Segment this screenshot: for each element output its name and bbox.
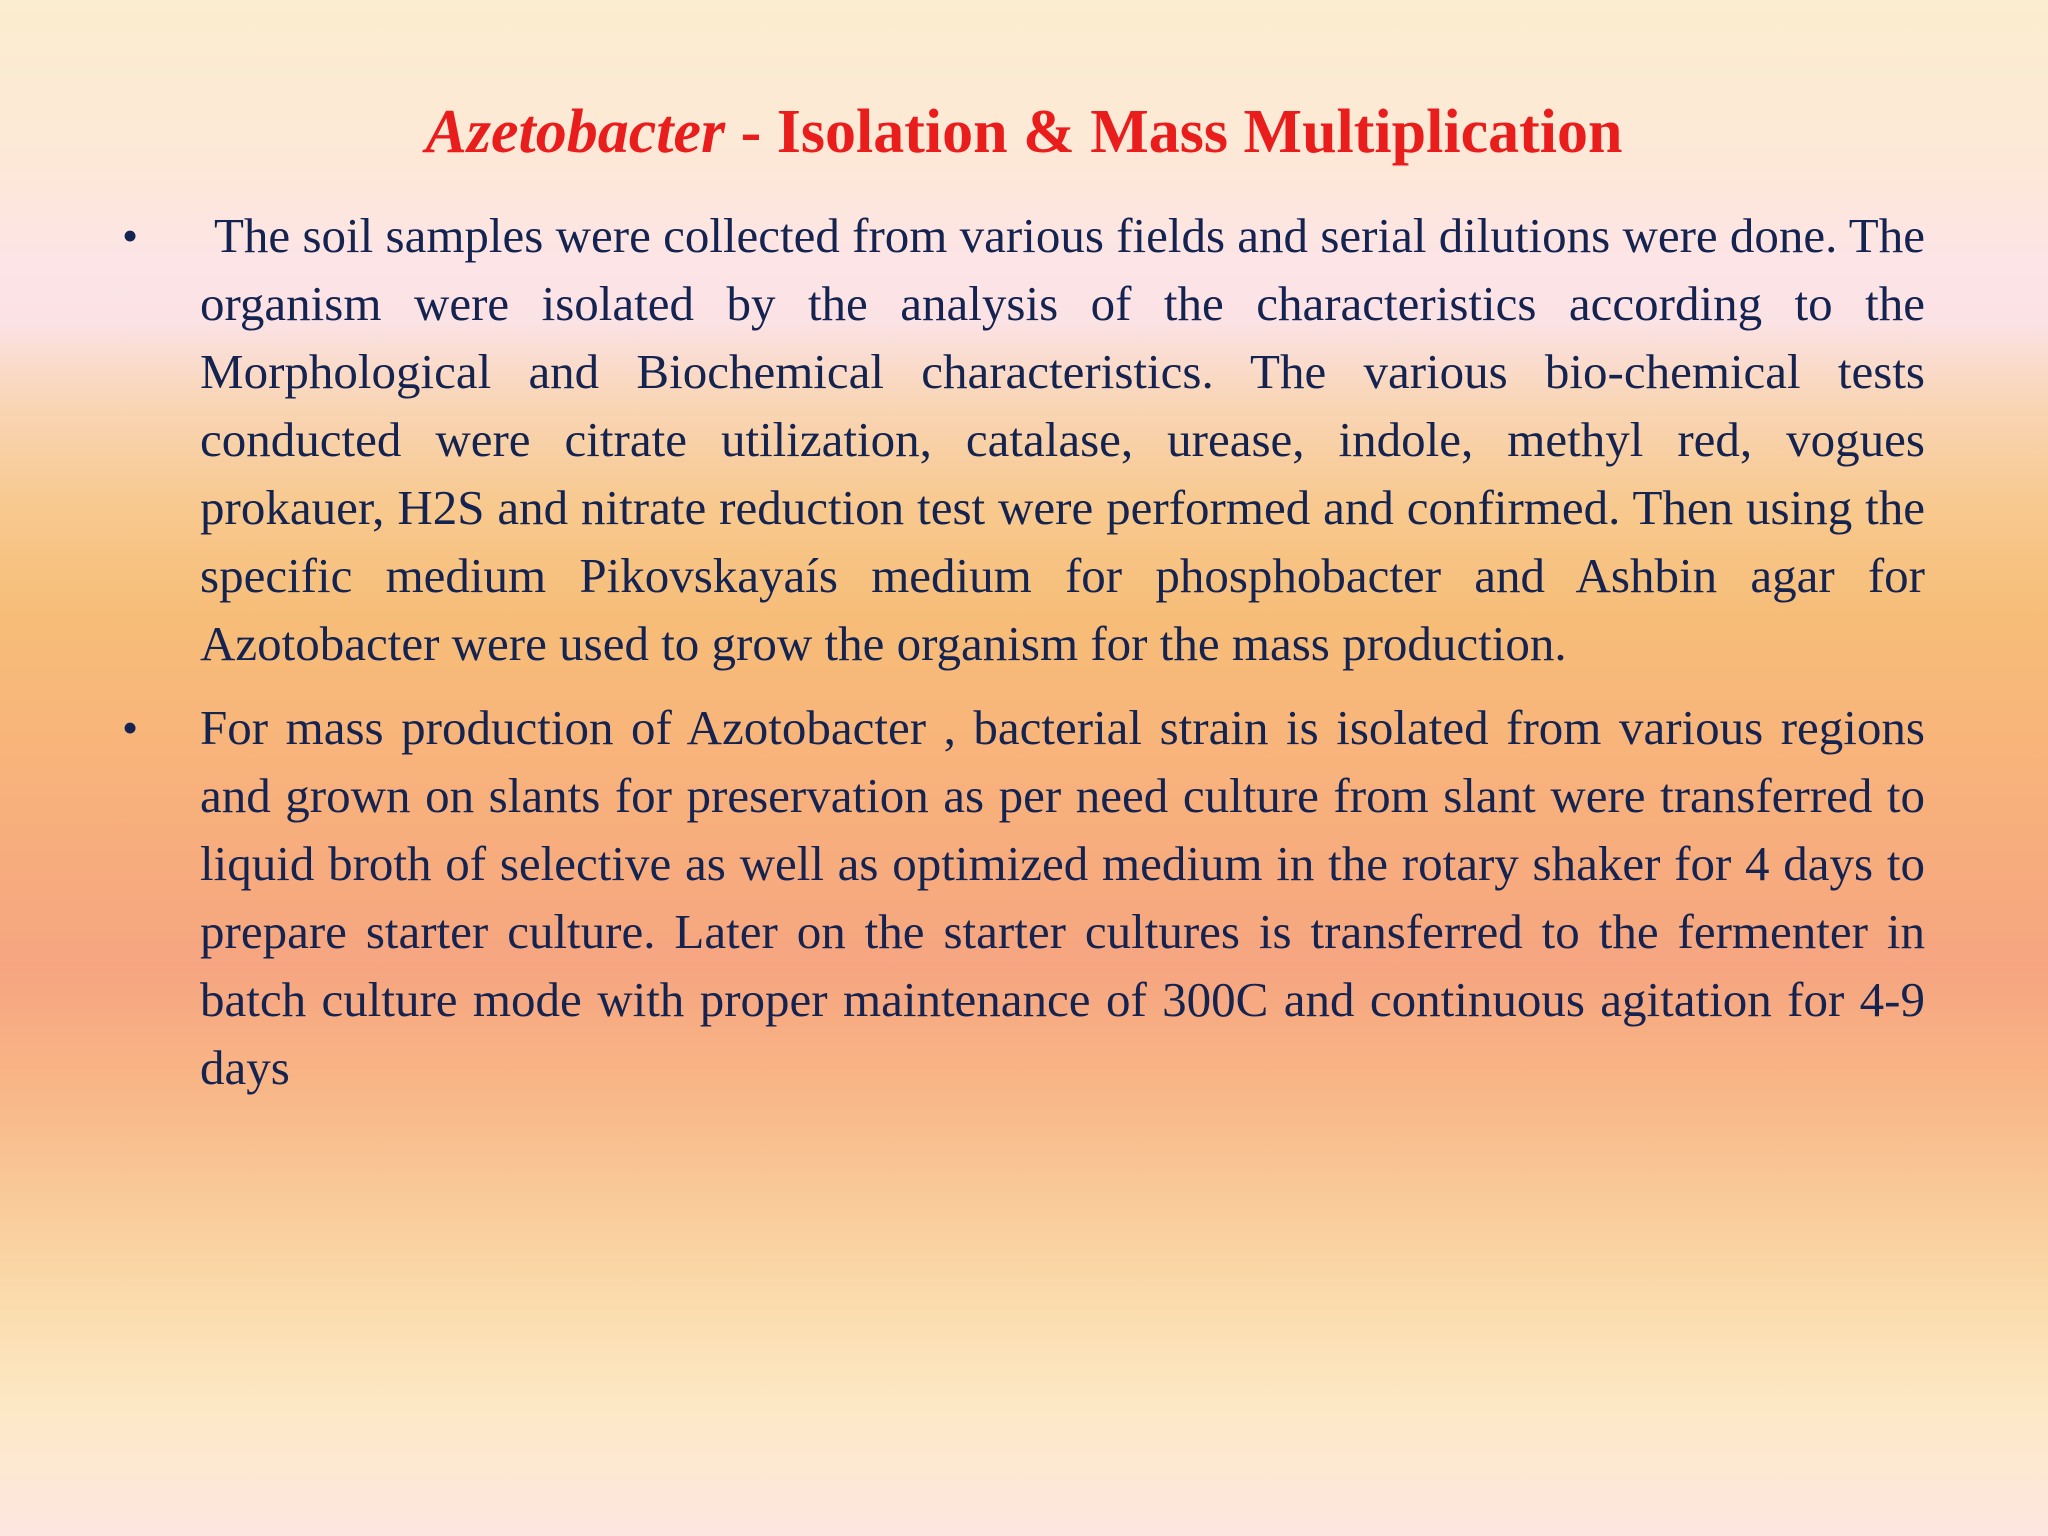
bullet-text-mass-production: For mass production of Azotobacter , bacterial strain is isolated from various regions and grown on slants for preservation as per need culture from slant were transferred to liquid broth of selective as well as optimized medium in the rotary shaker for 4 days to prepare starter culture. Later on the starter cultures is transferred to the fermenter in batch culture mode with proper maintenance of 300C and continuous agitation for 4-9 days <box>200 700 1925 1095</box>
bullet-text-isolation: The soil samples were collected from various fields and serial dilutions were done. The organism were isolated by the analysis of the characteristics according to the Morphological and Biochemical characteristics. The various bio-chemical tests conducted were citrate utilization, catalase, urease, indole, methyl red, vogues prokauer, H2S and nitrate reduction test were performed and confirmed. Then using the specific medium Pikovskayaís medium for phosphobacter and Ashbin agar for Azotobacter were used to grow the organism for the mass production. <box>200 208 1925 671</box>
slide-title-subject: - Isolation & Mass Multiplication <box>725 98 1623 166</box>
slide-title <box>0 96 2048 168</box>
bullet-item-isolation <box>122 202 1925 678</box>
bullet-list <box>122 202 1925 1118</box>
bullet-item-mass-production <box>122 694 1925 1102</box>
bullet-icon: • <box>122 210 139 261</box>
bullet-icon: • <box>122 702 139 753</box>
slide-title-organism: Azetobacter <box>425 98 726 166</box>
